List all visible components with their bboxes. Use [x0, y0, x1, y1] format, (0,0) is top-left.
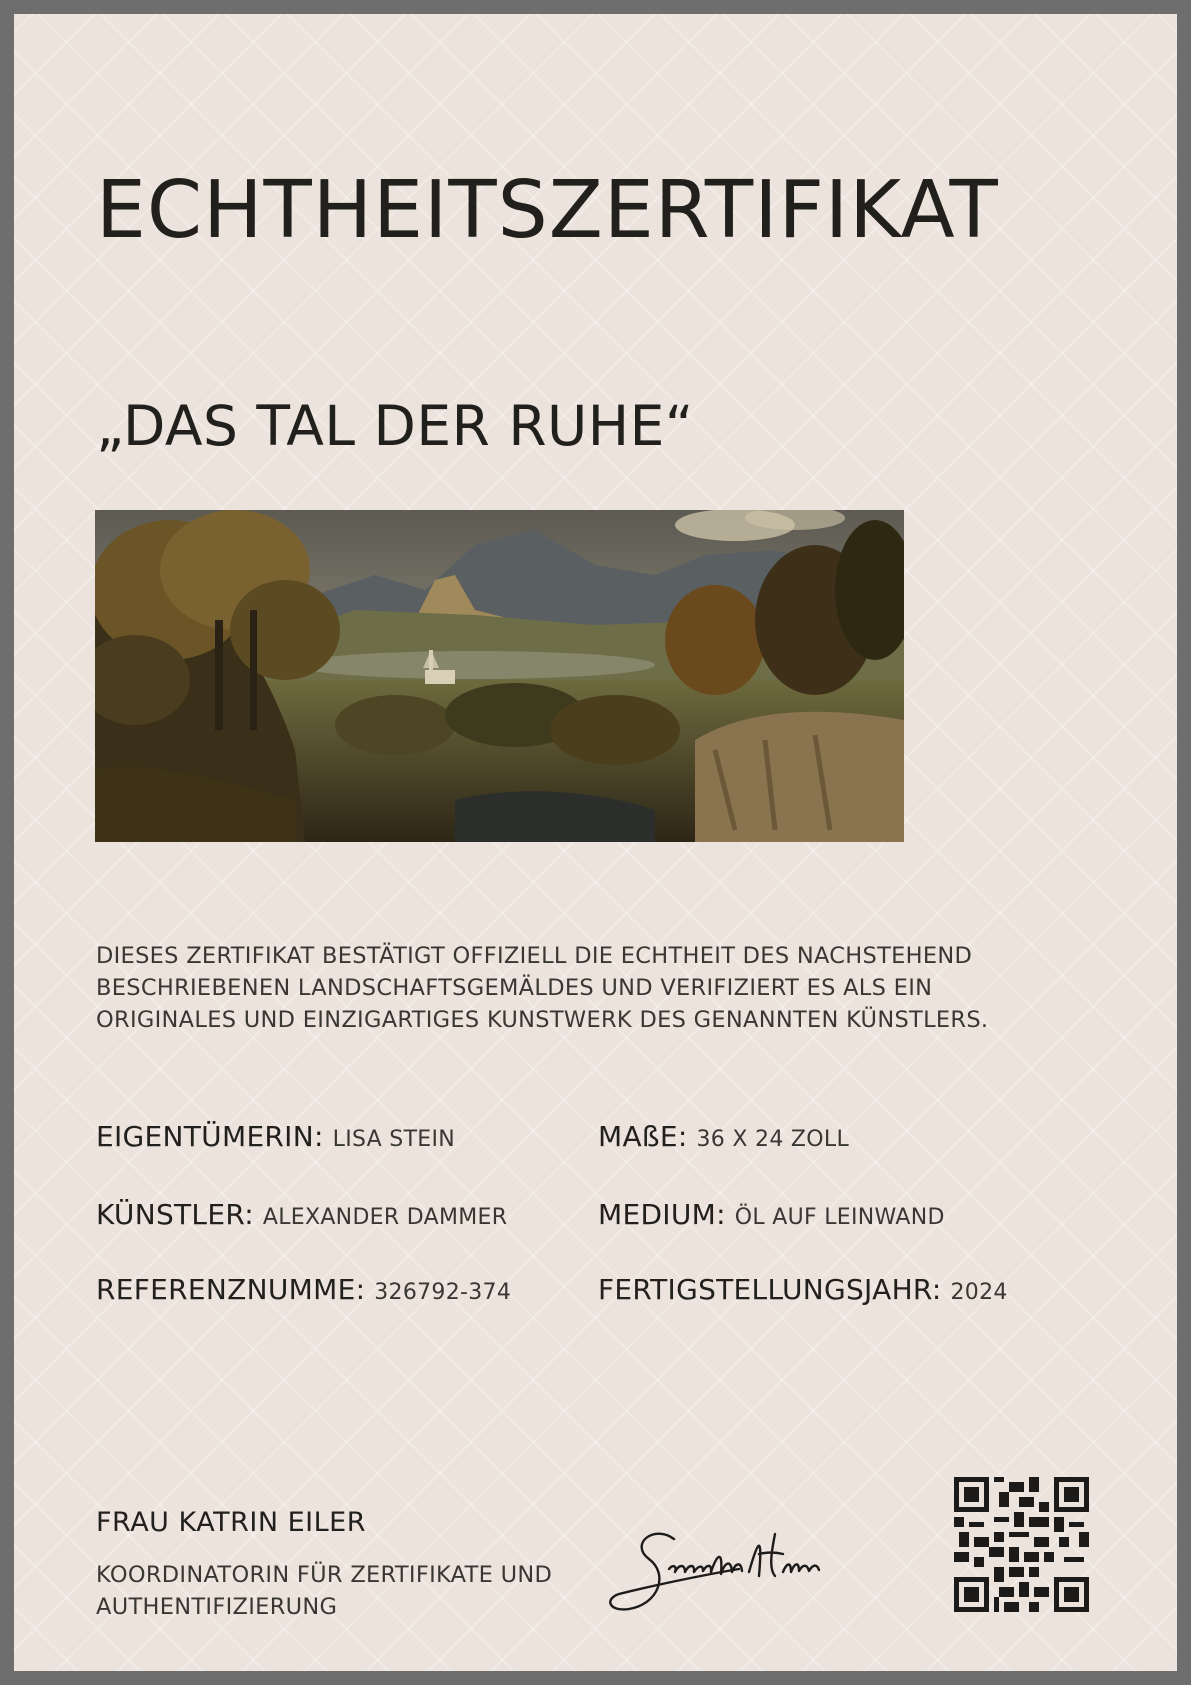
medium-field — [598, 1198, 945, 1231]
qr-code-icon — [954, 1477, 1089, 1612]
artwork-title: „DAS TAL DER RUHE“ — [96, 394, 694, 458]
owner-field — [96, 1120, 455, 1153]
year-label: FERTIGSTELLUNGSJAHR: — [598, 1273, 942, 1306]
reference-value: 326792-374 — [374, 1280, 512, 1305]
reference-field — [96, 1273, 511, 1306]
artist-value: ALEXANDER DAMMER — [262, 1205, 508, 1230]
reference-label: REFERENZNUMME: — [96, 1273, 366, 1306]
medium-value: ÖL AUF LEINWAND — [734, 1205, 945, 1230]
certificate-sheet — [14, 14, 1177, 1671]
artist-field — [96, 1198, 507, 1231]
owner-value: LISA STEIN — [332, 1127, 456, 1152]
dimensions-label: MAßE: — [598, 1120, 688, 1153]
year-field — [598, 1273, 1008, 1306]
handwritten-signature — [599, 1514, 849, 1624]
certificate-statement: DIESES ZERTIFIKAT BESTÄTIGT OFFIZIELL DIE ECHTHEIT DES NACHSTEHEND BESCHRIEBENEN LANDSCHAFTSGEMÄLDES UND VERIFIZIERT ES ALS EIN ORIGINALES UND EINZIGARTIGES KUNSTWERK DES GENANNTEN KÜNSTLERS. — [96, 943, 989, 1033]
dimensions-field — [598, 1120, 849, 1153]
signer-role: KOORDINATORIN FÜR ZERTIFIKATE UND AUTHENTIFIZIERUNG — [96, 1562, 553, 1620]
dimensions-value: 36 X 24 ZOLL — [696, 1127, 850, 1152]
owner-label: EIGENTÜMERIN: — [96, 1120, 324, 1153]
signer-name: FRAU KATRIN EILER — [96, 1507, 366, 1538]
landscape-painting-image — [95, 510, 904, 842]
medium-label: MEDIUM: — [598, 1198, 726, 1231]
artist-label: KÜNSTLER: — [96, 1198, 254, 1231]
certificate-title: ECHTHEITSZERTIFIKAT — [96, 164, 999, 256]
year-value: 2024 — [950, 1280, 1008, 1305]
